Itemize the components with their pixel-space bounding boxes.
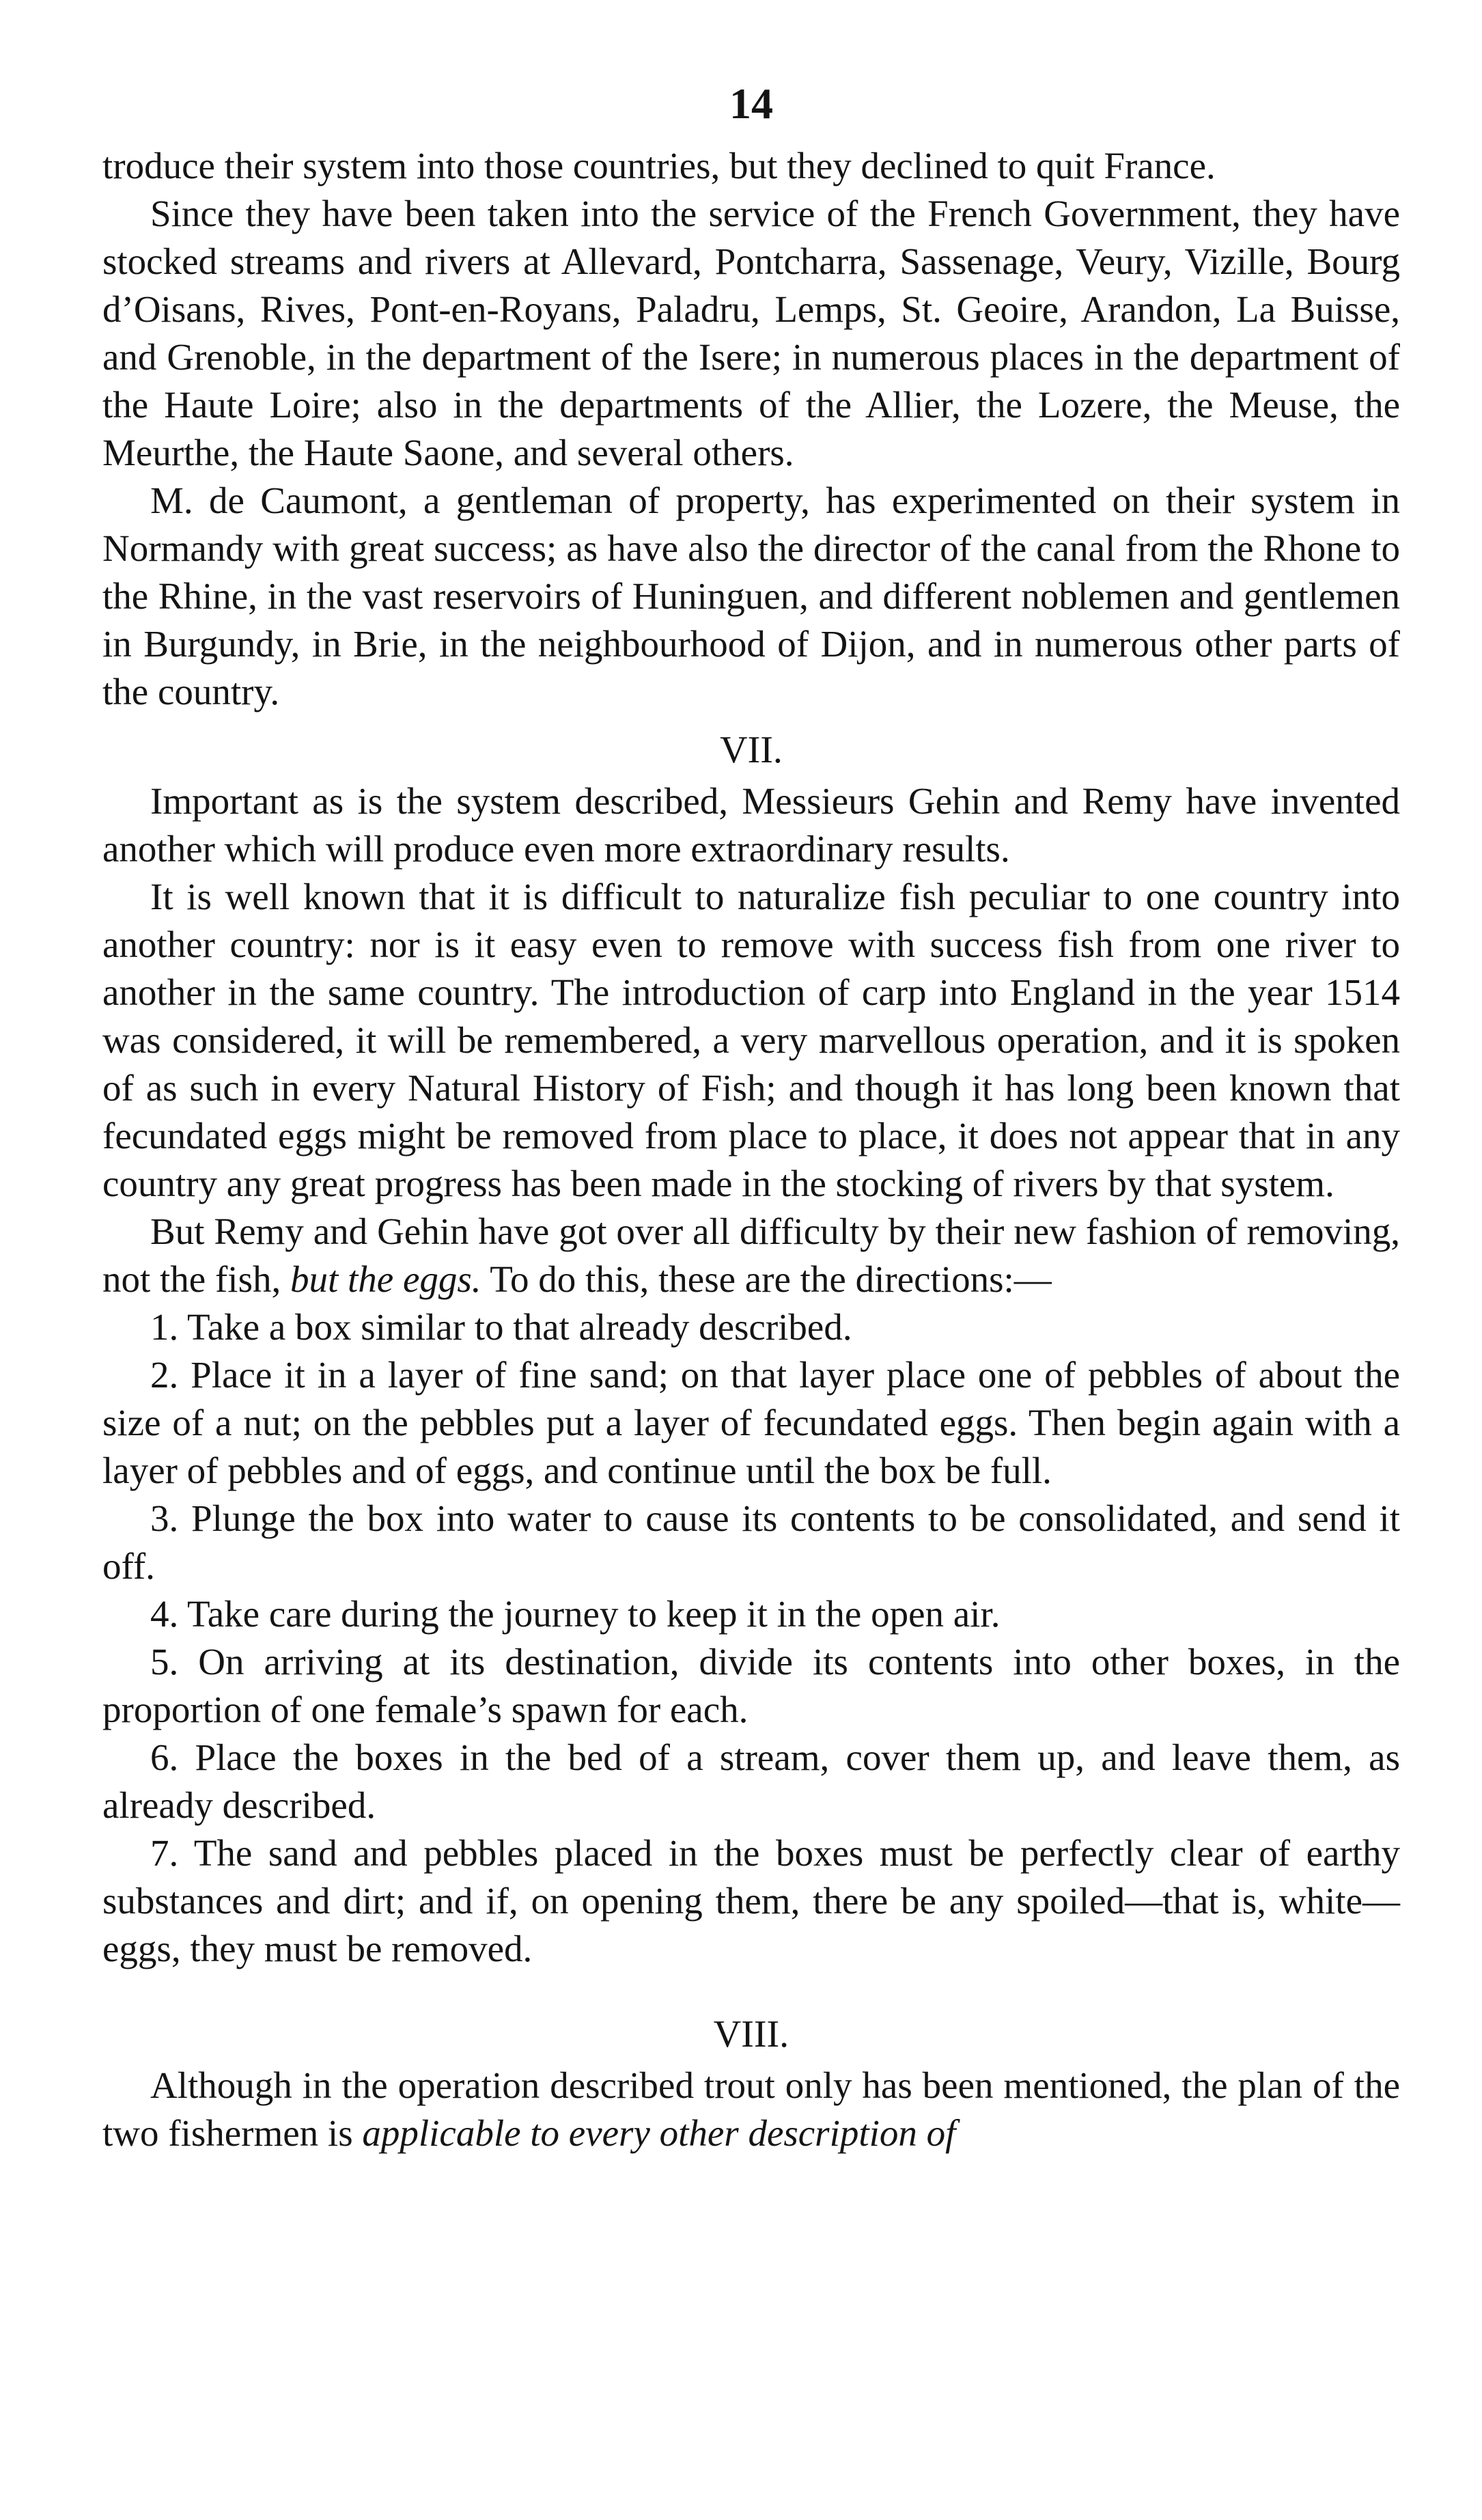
removing-text-after: To do this, these are the directions:—: [481, 1258, 1052, 1300]
paragraph-removing-eggs: [102, 1208, 1400, 1303]
direction-item-1: 1. Take a box similar to that already described.: [150, 1306, 852, 1348]
paragraph-important-system: Important as is the system described, Messieurs Gehin and Remy have invented another which will produce even more extraordinary results.: [102, 780, 1400, 870]
direction-item-2: 2. Place it in a layer of fine sand; on that layer place one of pebbles of about the size of a nut; on the pebbles put a layer of fecundated eggs. Then begin again with a layer of pebbles and of eggs, and continue until the box be full.: [102, 1354, 1400, 1491]
document-page: [102, 75, 1400, 2480]
paragraph-continued: troduce their system into those countries, but they declined to quit France.: [102, 145, 1216, 186]
direction-item-4: 4. Take care during the journey to keep it in the open air.: [150, 1593, 1001, 1635]
paragraph-naturalize-fish: It is well known that it is difficult to naturalize fish peculiar to one country into another country: nor is it easy even to remove with success fish from one river to another in the same country. The introduction of carp into England in the year 1514 was considered, it will be remembered, a very marvellous operation, and it is spoken of as such in every Natural History of Fish; and though it has long been known that fecundated eggs might be removed from place to place, it does not appear that in any country any great progress has been made in the stocking of rivers by that system.: [102, 876, 1400, 1204]
direction-item-3: 3. Plunge the box into water to cause its contents to be consolidated, and send it off.: [102, 1497, 1400, 1587]
paragraph-government-service: Since they have been taken into the service of the French Government, they have stocked streams and rivers at Allevard, Pontcharra, Sassenage, Veury, Vizille, Bourg d’Oisans, Rives, Pont-en-Royans, Paladru, Lemps, St. Geoire, Arandon, La Buisse, and Grenoble, in the department of the Isere; in numerous places in the department of the Haute Loire; also in the departments of the Allier, the Lozere, the Meuse, the Meurthe, the Haute Saone, and several others.: [102, 193, 1400, 473]
although-text-italic: applicable to every other description of: [362, 2112, 956, 2154]
direction-item-5: 5. On arriving at its destination, divide its contents into other boxes, in the proportion of one female’s spawn for each.: [102, 1641, 1400, 1730]
paragraph-although-operation: [102, 2062, 1400, 2157]
removing-text-italic: but the eggs.: [290, 1258, 481, 1300]
direction-item-7: 7. The sand and pebbles placed in the boxes must be perfectly clear of earthy substances and dirt; and if, on opening them, there be any spoiled—that is, white—eggs, they must be removed.: [102, 1832, 1400, 1969]
paragraph-caumont: M. de Caumont, a gentleman of property, has experimented on their system in Normandy with great success; as have also the director of the canal from the Rhone to the Rhine, in the vast reservoirs of Huninguen, and different noblemen and gentlemen in Burgundy, in Brie, in the neighbourhood of Dijon, and in numerous other parts of the country.: [102, 480, 1400, 712]
page-number: 14: [729, 79, 773, 128]
direction-item-6: 6. Place the boxes in the bed of a stream, cover them up, and leave them, as already described.: [102, 1736, 1400, 1826]
section-heading-vii: VII.: [720, 729, 783, 771]
removing-text-before: But Remy and Gehin have got over all difficulty by their new fashion of removing, not the fish,: [102, 1210, 1400, 1300]
section-heading-viii: VIII.: [713, 2013, 789, 2055]
although-text-before: Although in the operation described trout only has been mentioned, the plan of the two fishermen is: [102, 2064, 1400, 2154]
